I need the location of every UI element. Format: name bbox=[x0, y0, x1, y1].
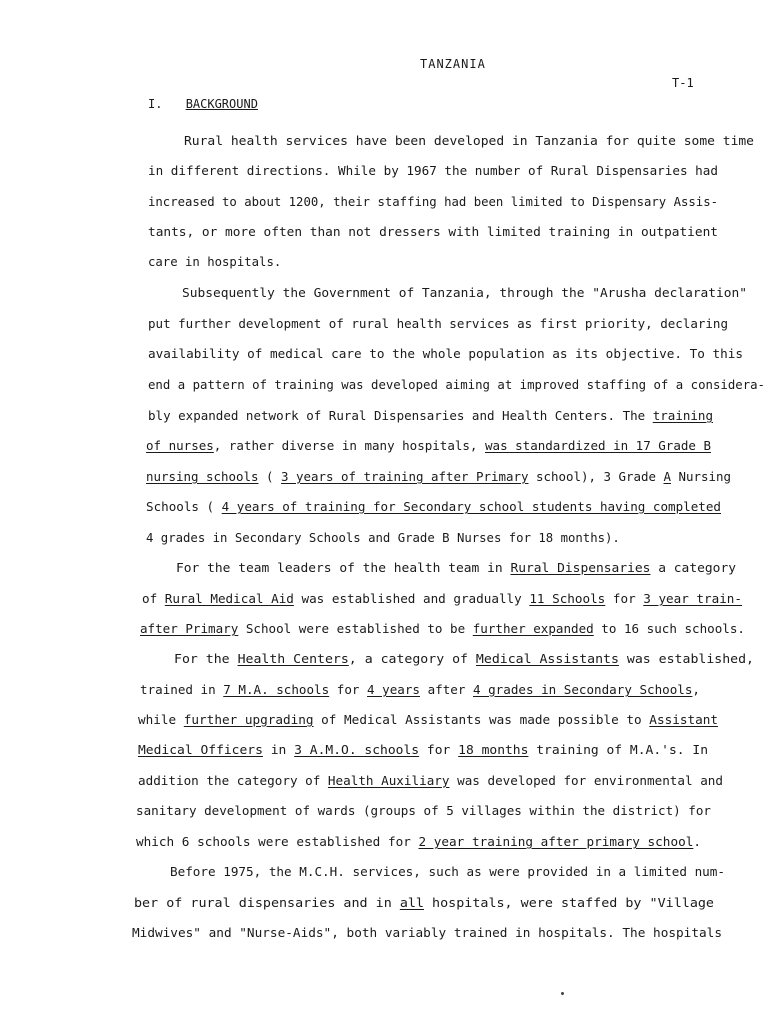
text-run: in bbox=[262, 743, 295, 757]
text-run: to 16 such schools. bbox=[593, 622, 745, 636]
text-run: was established and gradually bbox=[293, 592, 530, 606]
underlined-phrase: was standardized in 17 Grade B bbox=[485, 439, 711, 453]
text-line bbox=[136, 834, 701, 850]
underlined-phrase: 18 months bbox=[458, 743, 529, 757]
text-line bbox=[142, 591, 742, 607]
underlined-phrase: Health Auxiliary bbox=[327, 774, 450, 788]
text-run: after bbox=[420, 683, 473, 697]
text-run: for bbox=[329, 683, 368, 697]
text-run: For the bbox=[174, 652, 238, 666]
underlined-phrase: Medical Assistants bbox=[475, 652, 619, 666]
page-number: T-1 bbox=[672, 76, 694, 90]
underlined-phrase: 4 years bbox=[367, 683, 421, 697]
underlined-phrase: of nurses bbox=[146, 439, 214, 453]
text-run: in different directions. While by 1967 the number of Rural Dispensaries had bbox=[148, 164, 718, 178]
text-line bbox=[140, 682, 700, 698]
text-line bbox=[146, 530, 620, 546]
text-run: was developed for environmental and bbox=[449, 774, 723, 788]
underlined-phrase: Health Centers bbox=[237, 652, 349, 666]
underlined-phrase: Assistant bbox=[649, 713, 718, 727]
text-run: School were established to be bbox=[238, 622, 473, 636]
text-run: increased to about 1200, their staffing had been limited to Dispensary Assis- bbox=[148, 195, 718, 209]
text-run: hospitals, were staffed by "Village bbox=[424, 896, 714, 910]
underlined-phrase: nursing schools bbox=[146, 470, 259, 484]
text-run: while bbox=[138, 713, 184, 727]
text-line bbox=[148, 316, 728, 332]
text-run: was established, bbox=[618, 652, 754, 666]
text-line bbox=[148, 224, 718, 240]
text-run: availability of medical care to the whole population as its objective. To this bbox=[148, 347, 743, 361]
text-run: trained in bbox=[140, 683, 224, 697]
text-line bbox=[132, 925, 722, 941]
text-line bbox=[148, 346, 743, 362]
document-title: TANZANIA bbox=[420, 57, 486, 71]
underlined-phrase: Rural Dispensaries bbox=[510, 561, 651, 575]
text-run: , a category of bbox=[348, 652, 476, 666]
text-line bbox=[146, 438, 711, 454]
scan-speck bbox=[561, 992, 564, 995]
text-line bbox=[148, 194, 718, 210]
text-run: care in hospitals. bbox=[148, 255, 282, 269]
underlined-phrase: 2 year training after primary school bbox=[418, 835, 694, 849]
text-run: . bbox=[693, 835, 701, 849]
text-run: for bbox=[605, 592, 644, 606]
text-line bbox=[146, 469, 731, 485]
underlined-phrase: 11 Schools bbox=[529, 592, 606, 606]
text-run: tants, or more often than not dressers with limited training in outpatient bbox=[148, 225, 718, 239]
text-run: of bbox=[142, 592, 165, 606]
section-number: I. bbox=[148, 97, 163, 111]
underlined-phrase: 4 grades in Secondary Schools bbox=[472, 683, 693, 697]
text-line bbox=[184, 133, 754, 149]
text-run: For the team leaders of the health team in bbox=[176, 561, 511, 575]
underlined-phrase: after Primary bbox=[140, 622, 239, 636]
text-run: for bbox=[419, 743, 459, 757]
underlined-phrase: further expanded bbox=[472, 622, 594, 636]
text-line bbox=[138, 773, 723, 789]
text-line bbox=[170, 864, 725, 880]
section-title: BACKGROUND bbox=[185, 97, 258, 111]
text-run: training of M.A.'s. In bbox=[528, 743, 708, 757]
text-run: ( bbox=[258, 470, 282, 484]
text-line bbox=[174, 651, 754, 667]
underlined-phrase: 3 years of training after Primary bbox=[281, 470, 529, 484]
text-line bbox=[146, 499, 721, 515]
text-line bbox=[148, 163, 718, 179]
text-run: school), 3 Grade bbox=[528, 470, 664, 484]
text-run: end a pattern of training was developed aiming at improved staffing of a considera- bbox=[148, 378, 765, 392]
text-run: Subsequently the Government of Tanzania, through the "Arusha declaration" bbox=[182, 286, 747, 300]
text-line bbox=[138, 712, 718, 728]
text-line bbox=[140, 621, 745, 637]
underlined-phrase: A bbox=[663, 470, 671, 484]
text-run: Rural health services have been developed in Tanzania for quite some time bbox=[184, 134, 754, 148]
text-line bbox=[148, 377, 765, 393]
text-run: put further development of rural health services as first priority, declaring bbox=[148, 317, 728, 331]
underlined-phrase: training bbox=[652, 409, 713, 423]
text-line bbox=[134, 895, 714, 911]
text-line bbox=[182, 285, 747, 301]
text-line bbox=[176, 560, 736, 576]
text-run: , bbox=[692, 683, 700, 697]
text-run: which 6 schools were established for bbox=[136, 835, 419, 849]
text-run: , rather diverse in many hospitals, bbox=[213, 439, 486, 453]
text-line bbox=[148, 408, 713, 424]
text-line bbox=[148, 254, 281, 270]
text-run: bly expanded network of Rural Dispensaries and Health Centers. The bbox=[148, 409, 653, 423]
text-run: Before 1975, the M.C.H. services, such as were provided in a limited num- bbox=[170, 865, 725, 879]
text-run: Nursing bbox=[670, 470, 731, 484]
section-heading bbox=[148, 97, 258, 111]
underlined-phrase: 3 A.M.O. schools bbox=[294, 743, 420, 757]
text-run: Midwives" and "Nurse-Aids", both variably trained in hospitals. The hospitals bbox=[132, 926, 722, 940]
underlined-phrase: 7 M.A. schools bbox=[223, 683, 330, 697]
underlined-phrase: Medical Officers bbox=[138, 743, 263, 757]
text-run: 4 grades in Secondary Schools and Grade B Nurses for 18 months). bbox=[146, 531, 620, 545]
underlined-phrase: Rural Medical Aid bbox=[164, 592, 294, 606]
text-line bbox=[138, 742, 708, 758]
text-run: addition the category of bbox=[138, 774, 328, 788]
underlined-phrase: 4 years of training for Secondary school students having completed bbox=[221, 500, 721, 514]
text-run: of Medical Assistants was made possible to bbox=[313, 713, 650, 727]
text-run: ber of rural dispensaries and in bbox=[134, 896, 400, 910]
text-run: sanitary development of wards (groups of 5 villages within the district) for bbox=[136, 804, 711, 818]
underlined-phrase: all bbox=[399, 896, 424, 910]
underlined-phrase: 3 year train- bbox=[643, 592, 742, 606]
underlined-phrase: further upgrading bbox=[183, 713, 314, 727]
text-line bbox=[136, 803, 711, 819]
text-run: a category bbox=[650, 561, 737, 575]
text-run: Schools ( bbox=[146, 500, 222, 514]
